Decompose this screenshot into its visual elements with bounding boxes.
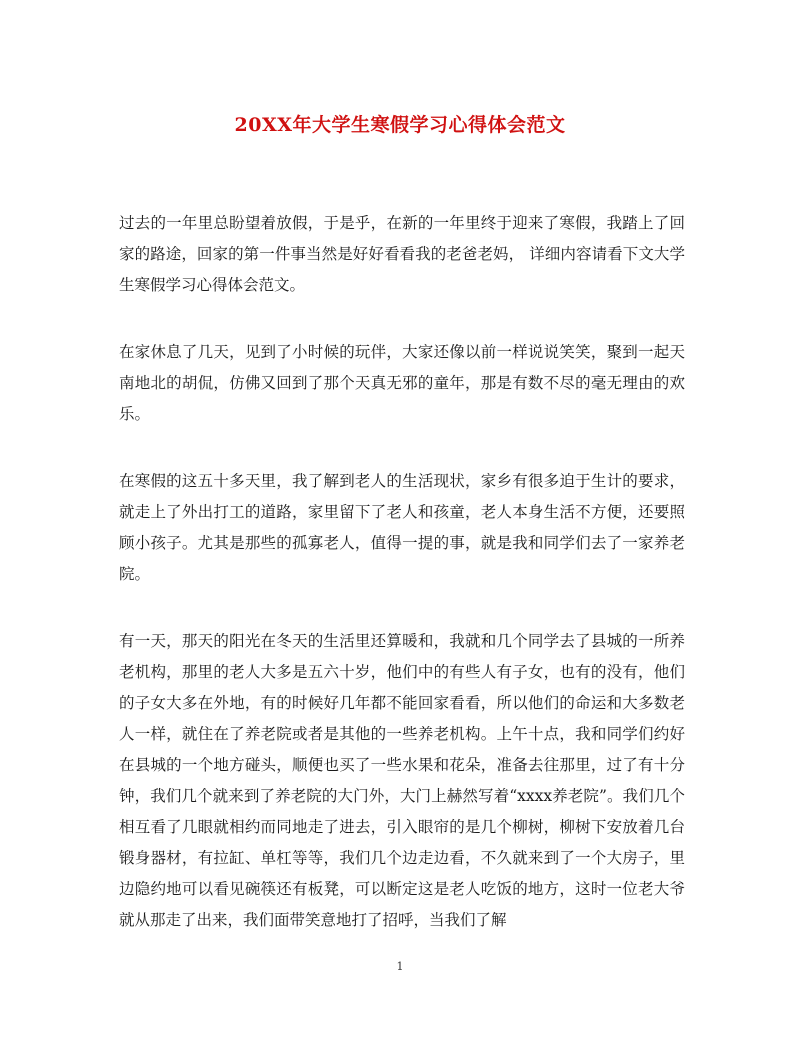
paragraph-elderly-situation: 在寒假的这五十多天里，我了解到老人的生活现状，家乡有很多迫于生计的要求，就走上了外出打工的道路，家里留下了老人和孩童，老人本身生活不方便，还要照顾小孩子。尤其是那些的孤寡老人，值得一提的事，就是我和同学们去了一家养老院。 bbox=[119, 472, 685, 583]
document-title: 20XX年大学生寒假学习心得体会范文 bbox=[234, 114, 566, 136]
page-number: 1 bbox=[396, 960, 404, 973]
document-body bbox=[119, 208, 685, 936]
paragraph-nursing-home-visit: 有一天，那天的阳光在冬天的生活里还算暖和，我就和几个同学去了县城的一所养老机构，那里的老人大多是五六十岁，他们中的有些人有子女，也有的没有，他们的子女大多在外地，有的时候好几年都不能回家看看，所以他们的命运和大多数老人一样，就住在了养老院或者是其他的一些养老机构。上午十点，我和同学们约好在县城的一个地方碰头，顺便也买了一些水果和花朵，准备去往那里，过了有十分钟，我们几个就来到了养老院的大门外，大门上赫然写着“xxxx养老院”。我们几个相互看了几眼就相约而同地走了进去，引入眼帘的是几个柳树，柳树下安放着几台锻身器材，有拉缸、单杠等等，我们几个边走边看，不久就来到了一个大房子，里边隐约地可以看见碗筷还有板凳，可以断定这是老人吃饭的地方，这时一位老大爷就从那走了出来，我们面带笑意地打了招呼，当我们了解 bbox=[119, 632, 685, 929]
paragraph-home-rest: 在家休息了几天，见到了小时候的玩伴，大家还像以前一样说说笑笑，聚到一起天南地北的胡侃，仿佛又回到了那个天真无邪的童年，那是有数不尽的毫无理由的欢乐。 bbox=[119, 343, 685, 423]
paragraph-intro: 过去的一年里总盼望着放假，于是乎，在新的一年里终于迎来了寒假，我踏上了回家的路途，回家的第一件事当然是好好看看我的老爸老妈， 详细内容请看下文大学生寒假学习心得体会范文。 bbox=[119, 214, 685, 294]
